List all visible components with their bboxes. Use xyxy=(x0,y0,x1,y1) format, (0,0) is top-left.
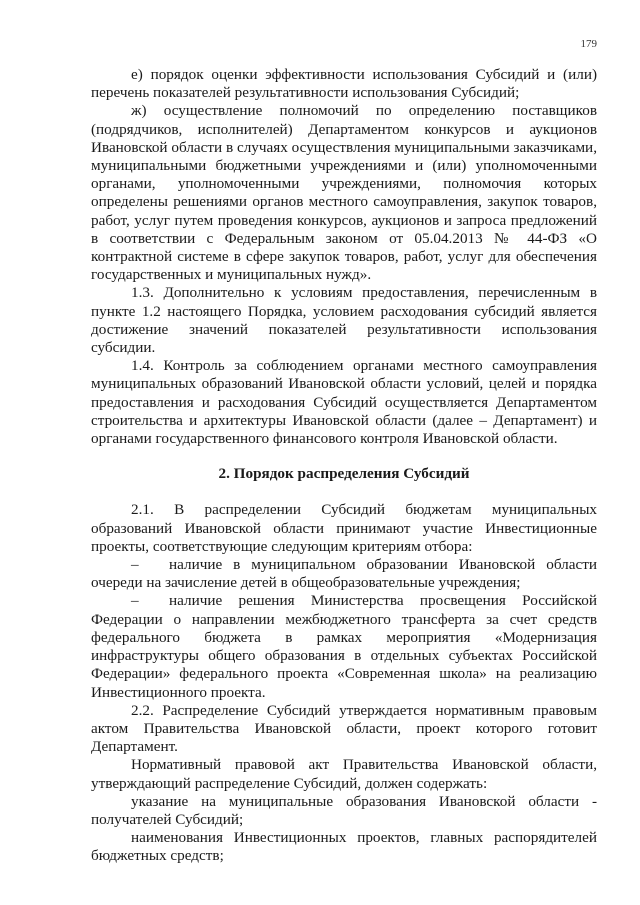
paragraph-1-4: 1.4. Контроль за соблюдением органами местного самоуправления муниципальных образований Ивановской области условий, целей и порядка предоставления и расходования Субсидий осуществляется Департаментом строительства и архитектуры Ивановской области (далее – Департамент) и органами государственного финансового контроля Ивановской области. xyxy=(91,357,597,448)
paragraph-2-1: 2.1. В распределении Субсидий бюджетам муниципальных образований Ивановской области принимают участие Инвестиционные проекты, соответствующие следующим критериям отбора: xyxy=(91,501,597,555)
criteria-item-2 xyxy=(91,592,597,701)
paragraph-1-3: 1.3. Дополнительно к условиям предоставления, перечисленным в пункте 1.2 настоящего Порядка, условием расходования субсидий является достижение значений показателей результативности использования субсидии. xyxy=(91,284,597,357)
document-body xyxy=(91,66,597,866)
paragraph-recipients: указание на муниципальные образования Ивановской области - получателей Субсидий; xyxy=(91,792,597,828)
dash-bullet: – xyxy=(131,592,139,610)
paragraph-zh: ж) осуществление полномочий по определению поставщиков (подрядчиков, исполнителей) Департаментом конкурсов и аукционов Ивановской области в случаях осуществления муниципальными заказчиками, муниципальными бюджетными учреждениями и (или) уполномоченными органами, уполномоченными учреждениями, полномочия которых определены решениями органов местного самоуправления, закупок товаров, работ, услуг путем проведения конкурсов, аукционов и запроса предложений в соответствии с Федеральным законом от 05.04.2013 № 44-ФЗ «О контрактной системе в сфере закупок товаров, работ, услуг для обеспечения государственных и муниципальных нужд». xyxy=(91,102,597,284)
page-number: 179 xyxy=(580,38,597,50)
criteria-item-1-text: наличие в муниципальном образовании Ивановской области очереди на зачисление детей в общеобразовательные учреждения; xyxy=(91,556,597,592)
criteria-item-2-text: наличие решения Министерства просвещения Российской Федерации о направлении межбюджетного трансферта за счет средств федерального бюджета в рамках мероприятия «Модернизация инфраструктуры общего образования в отдельных субъектах Российской Федерации» федерального проекта «Современная школа» на реализацию Инвестиционного проекта. xyxy=(91,592,597,701)
paragraph-e: е) порядок оценки эффективности использования Субсидий и (или) перечень показателей результативности использования Субсидий; xyxy=(91,66,597,102)
dash-bullet: – xyxy=(131,556,139,574)
paragraph-projects: наименования Инвестиционных проектов, главных распорядителей бюджетных средств; xyxy=(91,829,597,865)
paragraph-npa: Нормативный правовой акт Правительства Ивановской области, утверждающий распределение Субсидий, должен содержать: xyxy=(91,756,597,792)
criteria-item-1 xyxy=(91,556,597,592)
section-heading: 2. Порядок распределения Субсидий xyxy=(218,465,470,483)
paragraph-2-2: 2.2. Распределение Субсидий утверждается нормативным правовым актом Правительства Ивановской области, проект которого готовит Департамент. xyxy=(91,701,597,756)
